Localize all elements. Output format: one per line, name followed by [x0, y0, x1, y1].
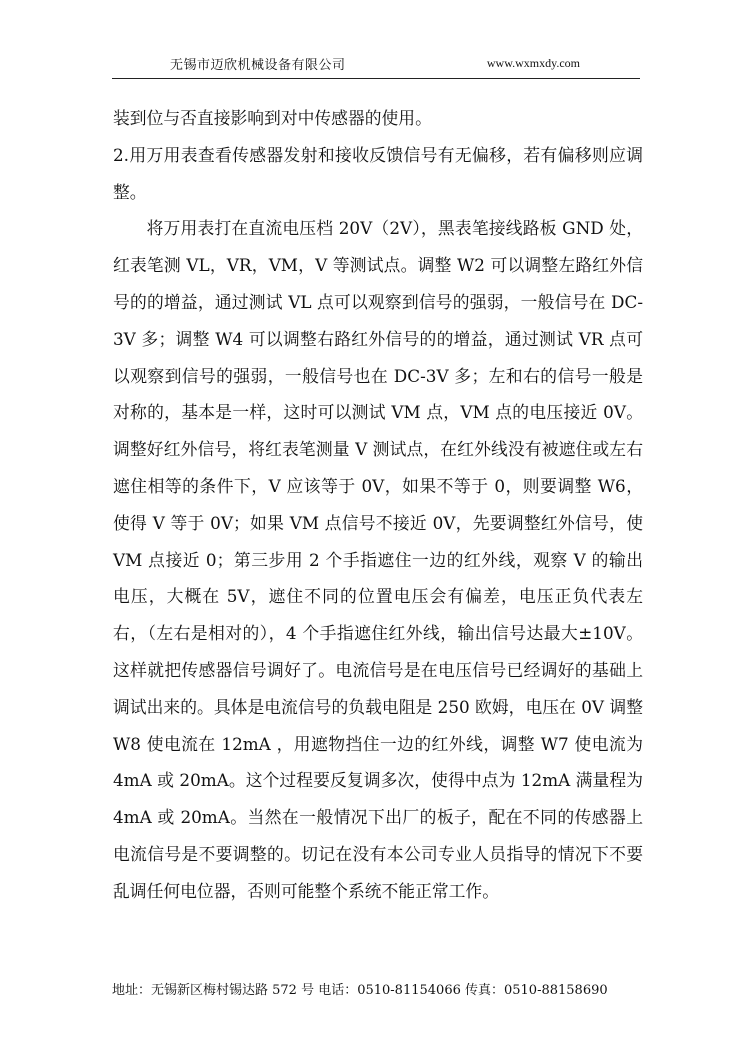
page-footer: 地址：无锡新区梅村锡达路 572 号 电话：0510-81154066 传真：0510-88158690 — [112, 983, 608, 998]
paragraph-continuation: 装到位与否直接影响到对中传感器的使用。 — [113, 108, 432, 128]
step-2-paragraph: 将万用表打在直流电压档 20V（2V），黑表笔接线路板 GND 处，红表笔测 VL，VR，VM，V 等测试点。调整 W2 可以调整左路红外信号的的增益，通过测试 VL 点可以观察到信号的强弱，一般信号在 DC-3V 多；调整 W4 可以调整右路红外信号的的增益，通过测试 VR 点可以观察到信号的强弱，一般信号也在 DC-3V 多；左和右的信号一般是对称的，基本是一样，这时可以测试 VM 点，VM 点的电压接近 0V。调整好红外信号，将红表笔测量 V 测试点，在红外线没有被遮住或左右遮住相等的条件下，V 应该等于 0V，如果不等于 0，则要调整 W6，使得 V 等于 0V；如果 VM 点信号不接近 0V，先要调整红外信号，使 VM 点接近 0；第三步用 2 个手指遮住一边的红外线，观察 V 的输出电压，大概在 5V，遮住不同的位置电压会有偏差，电压正负代表左右，（左右是相对的），4 个手指遮住红外线，输出信号达最大±10V。这样就把传感器信号调好了。电流信号是在电压信号已经调好的基础上调试出来的。具体是电流信号的负载电阻是 250 欧姆，电压在 0V 调整 W8 使电流在 12mA ，用遮物挡住一边的红外线，调整 W7 使电流为 4mA 或 20mA。这个过程要反复调多次，使得中点为 12mA 满量程为 4mA 或 20mA。当然在一般情况下出厂的板子，配在不同的传感器上电流信号是不要调整的。切记在没有本公司专业人员指导的情况下不要乱调任何电位器，否则可能整个系统不能正常工作。 — [113, 218, 643, 901]
company-website: www.wxmxdy.com — [486, 56, 580, 70]
page-header — [112, 52, 640, 79]
step-2-heading: 2.用万用表查看传感器发射和接收反馈信号有无偏移，若有偏移则应调整。 — [113, 144, 643, 202]
document-body — [113, 100, 643, 910]
company-name: 无锡市迈欣机械设备有限公司 — [170, 58, 346, 73]
